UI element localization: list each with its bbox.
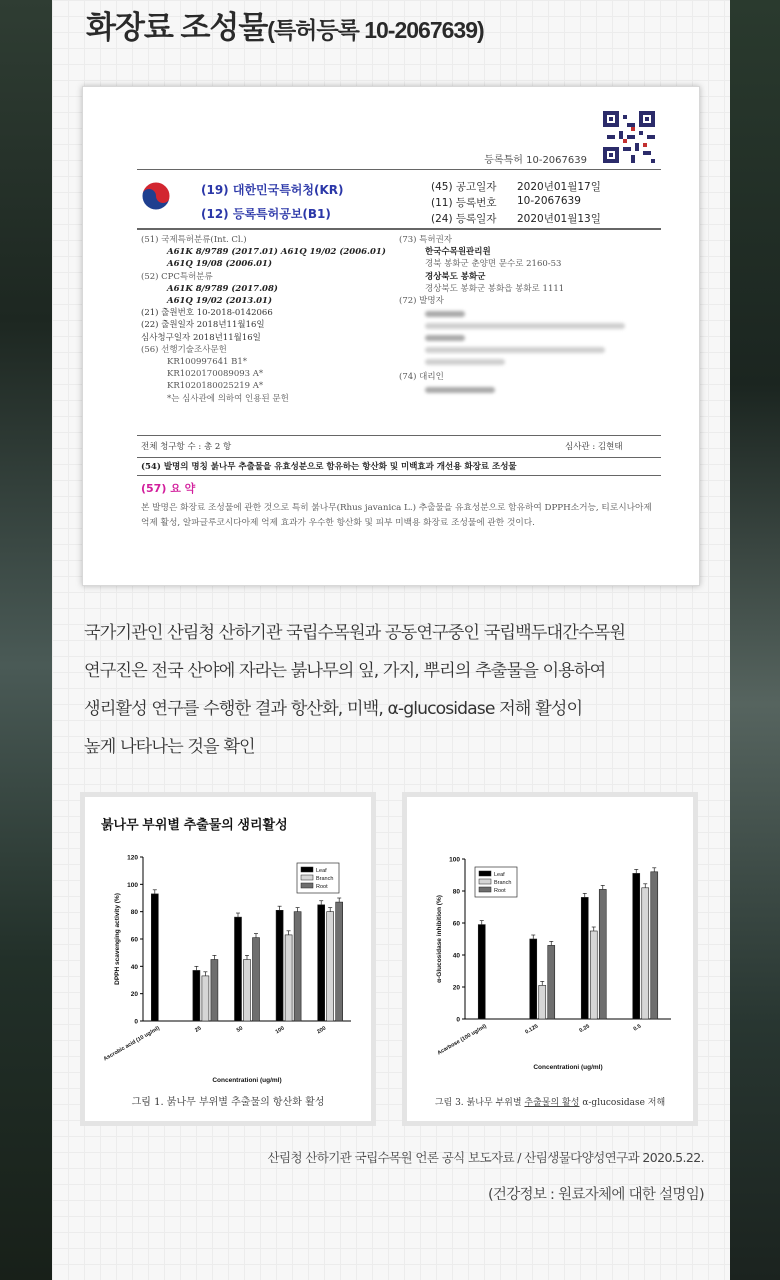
background-forest-left xyxy=(0,0,52,1280)
bar-branch xyxy=(327,912,334,1021)
legend-swatch-leaf xyxy=(479,871,491,876)
x-tick-label: 200 xyxy=(316,1025,328,1036)
x-tick-label: Ascrobic acid (10 ug/ml) xyxy=(102,1025,161,1063)
bar-branch xyxy=(590,931,597,1019)
redacted-text xyxy=(425,323,625,329)
chart-caption: 그림 1. 붉나무 부위별 추출물의 항산화 활성 xyxy=(131,1097,325,1108)
redacted-text xyxy=(425,387,495,393)
bar-branch xyxy=(539,985,546,1019)
chart-card-dpph xyxy=(80,792,376,1126)
bibliographic-left-column: (51) 국제특허분류(Int. Cl.) A61K 8/9789 (2017.01) A61Q 19/02 (2006.01) A61Q 19/08 (2006.01) (52) CPC특허분류 A61K 8/9789 (2017.08) A61Q 19/02 (2013.01) (21) 출원번호 10-2018-0142066 (22) 출원일자 2018년11월16일 심사청구일자 2018년11월16일 (56) 선행기술조사문헌 KR100997641 B1* KR102017008909​3 A* KR1020180025219 A* *는 심사관에 의하여 인용된 문헌 xyxy=(141,235,386,404)
legend-swatch-leaf xyxy=(301,867,313,872)
bar-branch xyxy=(285,935,292,1021)
bar-root xyxy=(599,889,606,1019)
divider xyxy=(137,228,661,230)
chart-caption-part: 그림 3. 붉나무 부위별 xyxy=(434,1098,525,1108)
y-tick-label: 40 xyxy=(452,952,460,960)
x-tick-label: 0.5 xyxy=(632,1023,643,1033)
y-tick-label: 100 xyxy=(127,881,138,889)
x-tick-label: 100 xyxy=(274,1025,286,1036)
legend-label-root: Root xyxy=(316,884,328,890)
y-tick-label: 0 xyxy=(134,1018,138,1026)
bar-root xyxy=(548,945,555,1019)
y-axis-label: DPPH scavenging activity (%) xyxy=(114,893,121,985)
y-tick-label: 0 xyxy=(456,1016,460,1024)
x-tick-label: 0.125 xyxy=(524,1023,540,1036)
redacted-text xyxy=(425,359,505,365)
header-field-registration-date: (24) 등록일자 2020년01월13일 xyxy=(431,213,601,225)
bar-branch xyxy=(642,888,649,1019)
background-forest-right xyxy=(730,0,780,1280)
legend-label-branch: Branch xyxy=(494,880,512,886)
x-tick-label: 0.25 xyxy=(578,1023,591,1035)
y-tick-label: 40 xyxy=(130,963,138,971)
content-panel xyxy=(52,0,730,1280)
divider xyxy=(137,475,661,476)
legend-swatch-root xyxy=(479,887,491,892)
patent-office-line-1: (19) 대한민국특허청(KR) xyxy=(201,183,344,197)
bar-leaf xyxy=(318,905,325,1021)
chart-caption-part: 추출물의 활성 xyxy=(524,1098,580,1108)
chart-caption xyxy=(435,1096,665,1108)
redacted-text xyxy=(425,335,465,341)
bar-leaf xyxy=(151,894,158,1021)
description-line: 연구진은 전국 산야에 자라는 붉나무의 잎, 가지, 뿌리의 추출물을 이용하여 xyxy=(84,661,606,681)
dpph-bar-chart xyxy=(85,797,371,1121)
legend-swatch-branch xyxy=(301,875,313,880)
legend-label-root: Root xyxy=(494,888,506,894)
health-info-note: (건강정보 : 원료자체에 대한 설명임) xyxy=(487,1187,704,1203)
bar-root xyxy=(651,872,658,1019)
x-axis-label: Concentrationi (ug/ml) xyxy=(212,1077,282,1084)
redacted-text xyxy=(425,311,465,317)
description-paragraph xyxy=(84,614,724,766)
y-tick-label: 20 xyxy=(130,991,138,999)
description-line: 생리활성 연구를 수행한 결과 항산화, 미백, α-glucosidase 저해 활성이 xyxy=(84,699,583,719)
bar-leaf xyxy=(633,873,640,1019)
bar-root xyxy=(253,938,260,1021)
y-tick-label: 20 xyxy=(452,984,460,992)
taegeuk-emblem-icon xyxy=(141,181,171,211)
claims-count: 전체 청구항 수 : 총 2 항 xyxy=(141,442,232,452)
source-citation: 산림청 산하기관 국립수목원 언론 공식 보도자료 / 산림생물다양성연구과 2020.5.22. xyxy=(267,1150,704,1165)
chart-title: 붉나무 부위별 추출물의 생리활성 xyxy=(101,817,288,832)
bar-branch xyxy=(202,976,209,1021)
divider xyxy=(137,457,661,458)
bar-leaf xyxy=(478,925,485,1019)
y-tick-label: 60 xyxy=(452,920,460,928)
divider xyxy=(137,169,661,170)
bar-root xyxy=(336,902,343,1021)
summary-text: 본 발명은 화장료 조성물에 관한 것으로 특히 붉나무(Rhus javanica L.) 추출물을 유효성분으로 함유하여 DPPH소거능, 티로시나아제 억제 활성, 알파글루코시다아제 억제 효과가 우수한 항산화 및 피부 미백용 화장료 조성물에 관한 것이다. xyxy=(141,503,652,528)
divider xyxy=(137,435,661,436)
patent-registration-label: 등록특허 10-2067639 xyxy=(484,155,587,166)
legend-label-leaf: Leaf xyxy=(494,872,505,878)
bar-root xyxy=(211,960,218,1022)
legend-label-branch: Branch xyxy=(316,876,334,882)
header-field-publication-date: (45) 공고일자 2020년01월17일 xyxy=(431,181,601,193)
bar-leaf xyxy=(235,917,242,1021)
summary-heading: (57) 요 약 xyxy=(141,482,196,495)
legend-swatch-root xyxy=(301,883,313,888)
x-axis-label: Concentrationi (ug/ml) xyxy=(533,1064,603,1071)
header-field-registration-number: (11) 등록번호 10-2067639 xyxy=(431,195,581,209)
x-tick-label: 50 xyxy=(235,1025,244,1034)
chart-caption-part: α-glucosidase 저해 xyxy=(579,1098,666,1108)
legend-swatch-branch xyxy=(479,879,491,884)
description-line: 국가기관인 산림청 산하기관 국립수목원과 공동연구중인 국립백두대간수목원 xyxy=(84,623,626,643)
redacted-text xyxy=(425,347,605,353)
x-tick-label: Acarbose (100 ug/ml) xyxy=(436,1023,488,1057)
examiner: 심사관 : 김현태 xyxy=(565,442,623,452)
y-tick-label: 60 xyxy=(130,936,138,944)
y-axis-label: α-Glucosidase inhibition (%) xyxy=(436,895,443,983)
y-tick-label: 80 xyxy=(130,909,138,917)
glucosidase-bar-chart xyxy=(407,797,693,1121)
y-tick-label: 100 xyxy=(449,856,460,864)
bibliographic-right-column: (73) 특허권자 한국수목원관리원 경북 봉화군 춘양면 문수로 2160-53 경상북도 봉화군 경상북도 봉화군 봉화읍 봉화로 1111 (72) 발명자 (74) 대리인 xyxy=(399,234,639,399)
bar-branch xyxy=(244,960,251,1022)
bar-leaf xyxy=(581,897,588,1019)
legend-label-leaf: Leaf xyxy=(316,868,327,874)
qr-code-icon xyxy=(603,111,655,163)
chart-card-glucosidase xyxy=(402,792,698,1126)
bar-root xyxy=(294,912,301,1021)
x-tick-label: 25 xyxy=(194,1025,203,1034)
bar-leaf xyxy=(530,939,537,1019)
page-title-patent-number: (특허등록 10-2067639) xyxy=(267,17,484,43)
description-line: 높게 나타나는 것을 확인 xyxy=(84,737,255,757)
page-title xyxy=(86,2,484,45)
patent-office-line-2: (12) 등록특허공보(B1) xyxy=(201,207,331,221)
bar-leaf xyxy=(193,970,200,1021)
patent-document-image xyxy=(82,86,700,586)
y-tick-label: 120 xyxy=(127,854,138,862)
invention-title: (54) 발명의 명칭 붉나무 추출물을 유효성분으로 함유하는 항산화 및 미백효과 개선용 화장료 조성물 xyxy=(141,462,517,472)
y-tick-label: 80 xyxy=(452,888,460,896)
bar-leaf xyxy=(276,910,283,1021)
page-title-main: 화장료 조성물 xyxy=(86,10,268,45)
